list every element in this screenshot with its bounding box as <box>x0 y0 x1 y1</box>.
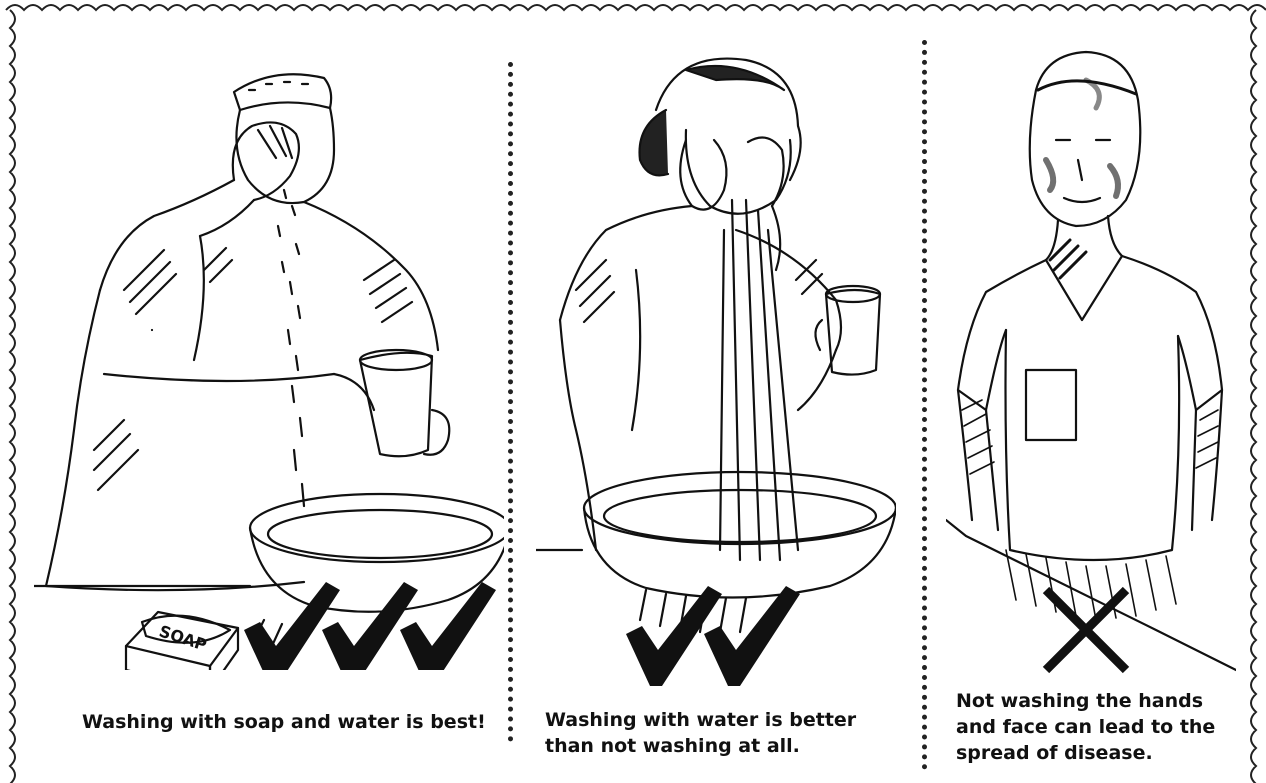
two-check-marks <box>626 586 800 686</box>
illustration-man-washing-face <box>34 30 504 670</box>
panel-water-only <box>536 30 896 700</box>
soap-label: SOAP <box>156 621 210 655</box>
panel-not-washing <box>946 30 1236 680</box>
caption-not-washing <box>956 688 1215 766</box>
caption-soap-and-water: Washing with soap and water is best! <box>82 711 486 733</box>
illustration-woman-washing-face <box>536 30 896 700</box>
caption-not-washing-line2: and face can lead to the <box>956 716 1216 738</box>
caption-not-washing-line1: Not washing the hands <box>956 690 1204 712</box>
cross-mark <box>1046 590 1126 670</box>
panel-soap-and-water <box>34 30 504 670</box>
dotted-divider-left <box>508 62 513 742</box>
caption-water-only-line2: than not washing at all. <box>545 735 800 757</box>
caption-not-washing-line3: spread of disease. <box>956 742 1153 764</box>
caption-water-only-line1: Washing with water is better <box>545 709 857 731</box>
caption-water-only <box>545 707 856 759</box>
illustration-boy-dirty-face <box>946 30 1236 680</box>
dotted-divider-right <box>922 40 927 770</box>
